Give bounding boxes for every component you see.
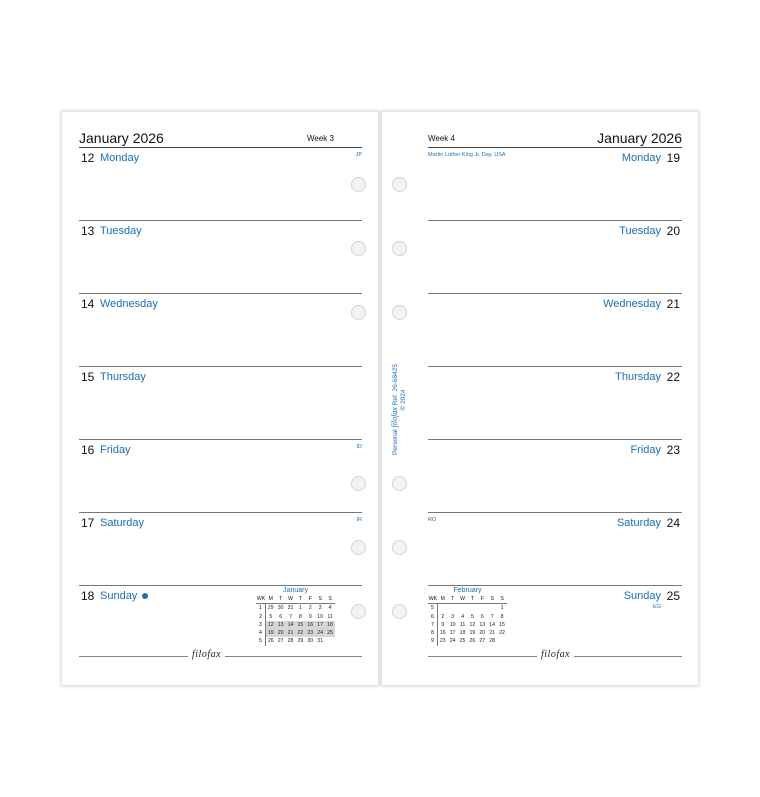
mini-calendar-grid	[428, 595, 507, 646]
day-row-saturday[interactable]	[79, 513, 362, 586]
holiday-code: JP	[355, 152, 362, 158]
cal-day: 2	[441, 613, 445, 620]
day-row-monday[interactable]	[428, 148, 682, 221]
mini-calendar-title: February	[453, 587, 482, 594]
day-number: 25	[666, 589, 680, 603]
cal-day: 30	[277, 605, 284, 612]
cal-week-number: 7	[428, 621, 438, 629]
cal-day: 4	[461, 613, 464, 620]
cal-day: 9	[308, 613, 312, 620]
day-row-sunday[interactable]	[79, 586, 362, 652]
cal-day: 3	[451, 613, 455, 620]
cal-day: 4	[328, 605, 332, 612]
cal-header: W	[458, 595, 468, 604]
day-number: 24	[666, 516, 680, 530]
imprint-line-1	[390, 345, 399, 455]
cal-day: 9	[441, 621, 445, 628]
cal-day: 31	[287, 605, 294, 612]
cal-day: 28	[489, 638, 496, 645]
cal-day: 30	[307, 638, 314, 645]
cal-day	[438, 604, 448, 612]
cal-day	[477, 604, 487, 612]
right-month-title: January 2026	[597, 130, 682, 146]
cal-header: WK	[428, 595, 438, 604]
cal-day: 31	[317, 638, 324, 645]
cal-header: F	[305, 595, 315, 604]
cal-day-highlighted: 25	[325, 629, 335, 637]
cal-header: W	[286, 595, 296, 604]
cal-day: 3	[318, 605, 322, 612]
cal-day: 16	[439, 630, 446, 637]
day-number: 19	[666, 151, 680, 165]
cal-header: S	[487, 595, 497, 604]
left-page	[61, 111, 379, 686]
cal-day: 29	[267, 605, 274, 612]
cal-day: 19	[469, 630, 476, 637]
right-page	[381, 111, 699, 686]
day-row-thursday[interactable]	[428, 367, 682, 440]
cal-day: 27	[479, 638, 486, 645]
punch-hole-icon	[392, 305, 407, 320]
cal-day: 14	[489, 621, 496, 628]
cal-day: 26	[267, 638, 274, 645]
cal-week-number: 4	[256, 629, 266, 637]
cal-day: 11	[327, 613, 333, 620]
cal-week-number: 2	[256, 613, 266, 621]
punch-hole-icon	[392, 540, 407, 555]
cal-day: 27	[277, 638, 284, 645]
imprint-brand: filofax	[390, 407, 399, 428]
cal-day	[325, 637, 335, 645]
day-row-tuesday[interactable]	[428, 221, 682, 294]
day-row-monday[interactable]	[79, 148, 362, 221]
cal-week-number: 9	[428, 637, 438, 645]
day-row-wednesday[interactable]	[428, 294, 682, 367]
left-week-label: Week 3	[307, 134, 334, 143]
cal-day: 8	[500, 613, 504, 620]
cal-day	[497, 637, 507, 645]
cal-day-highlighted: 17	[315, 621, 325, 629]
day-number: 13	[81, 224, 95, 238]
cal-header: S	[497, 595, 507, 604]
cal-day: 7	[490, 613, 494, 620]
holiday-code: IR	[356, 517, 362, 523]
day-number: 17	[81, 516, 95, 530]
day-name: Sunday	[100, 590, 148, 602]
mini-calendar-january	[256, 586, 335, 646]
new-moon-icon	[142, 593, 148, 599]
day-number: 15	[81, 370, 95, 384]
punch-hole-icon	[351, 241, 366, 256]
day-name: Thursday	[615, 371, 661, 383]
cal-day: 26	[469, 638, 476, 645]
cal-day-highlighted: 23	[305, 629, 315, 637]
day-name: Tuesday	[100, 225, 142, 237]
punch-hole-icon	[392, 476, 407, 491]
day-row-tuesday[interactable]	[79, 221, 362, 294]
day-number: 23	[666, 443, 680, 457]
punch-hole-icon	[351, 540, 366, 555]
holiday-note: Martin Luther King Jr. Day, USA	[428, 152, 506, 158]
cal-week-number: 5	[256, 637, 266, 645]
mini-calendar-february	[428, 586, 507, 646]
punch-hole-icon	[351, 476, 366, 491]
punch-hole-icon	[351, 604, 366, 619]
day-number: 14	[81, 297, 95, 311]
cal-day: 11	[459, 621, 466, 628]
filofax-logo: filofax	[188, 649, 225, 660]
cal-day: 6	[279, 613, 283, 620]
cal-day: 10	[449, 621, 456, 628]
cal-day: 17	[449, 630, 456, 637]
cal-header: T	[468, 595, 478, 604]
day-number: 20	[666, 224, 680, 238]
cal-day: 24	[449, 638, 456, 645]
filofax-logo: filofax	[537, 649, 574, 660]
day-name: Sunday	[623, 590, 661, 602]
punch-hole-icon	[392, 241, 407, 256]
cal-header: WK	[256, 595, 266, 604]
cal-header: S	[315, 595, 325, 604]
cal-day: 22	[499, 630, 505, 637]
imprint-ref: Ref. 26-68425	[392, 364, 399, 406]
punch-hole-icon	[351, 177, 366, 192]
day-row-thursday[interactable]	[79, 367, 362, 440]
cal-day: 8	[298, 613, 302, 620]
day-row-saturday[interactable]	[428, 513, 682, 586]
day-name: Friday	[100, 444, 131, 456]
cal-header: S	[325, 595, 335, 604]
day-number: 22	[666, 370, 680, 384]
cal-day-highlighted: 16	[305, 621, 315, 629]
day-name: Wednesday	[100, 298, 158, 310]
cal-day: 12	[469, 621, 476, 628]
cal-day: 1	[500, 605, 504, 612]
cal-day-highlighted: 13	[276, 621, 286, 629]
imprint-size: Personal	[392, 429, 399, 455]
cal-week-number: 1	[256, 604, 266, 612]
day-name: Saturday	[100, 517, 145, 529]
cal-day: 1	[298, 605, 302, 612]
cal-week-number: 6	[428, 613, 438, 621]
cal-week-number: 5	[428, 604, 438, 612]
cal-day: 21	[489, 630, 496, 637]
cal-day	[448, 604, 458, 612]
cal-day-highlighted: 14	[286, 621, 296, 629]
cal-header: T	[296, 595, 306, 604]
day-row-sunday[interactable]	[428, 586, 682, 652]
cal-day: 13	[479, 621, 486, 628]
mini-calendar-grid	[256, 595, 335, 646]
day-number: 21	[666, 297, 680, 311]
day-name: Tuesday	[619, 225, 661, 237]
punch-hole-icon	[351, 305, 366, 320]
cal-day-highlighted: 18	[325, 621, 335, 629]
cal-day: 5	[470, 613, 474, 620]
cal-header: F	[477, 595, 487, 604]
punch-hole-icon	[392, 604, 407, 619]
day-name: Wednesday	[603, 298, 661, 310]
cal-day-highlighted: 12	[266, 621, 276, 629]
day-row-wednesday[interactable]	[79, 294, 362, 367]
cal-day: 23	[439, 638, 446, 645]
cal-day-highlighted: 22	[296, 629, 306, 637]
cal-day: 6	[480, 613, 484, 620]
mini-calendar-title: January	[283, 587, 308, 594]
punch-hole-icon	[392, 177, 407, 192]
day-name: Thursday	[100, 371, 146, 383]
day-number: 12	[81, 151, 95, 165]
imprint-copyright: © 2024	[400, 389, 407, 411]
cal-day: 5	[269, 613, 273, 620]
cal-week-number: 3	[256, 621, 266, 629]
holiday-note: RO	[428, 517, 437, 523]
cal-week-number: 8	[428, 629, 438, 637]
cal-day: 10	[317, 613, 324, 620]
cal-day: 28	[287, 638, 294, 645]
cal-day: 15	[499, 621, 505, 628]
day-name: Friday	[630, 444, 661, 456]
day-name: Saturday	[616, 517, 661, 529]
day-row-friday[interactable]	[79, 440, 362, 513]
day-row-friday[interactable]	[428, 440, 682, 513]
holiday-code: EG	[653, 604, 661, 610]
holiday-code: ID	[356, 444, 362, 450]
cal-day-highlighted: 15	[296, 621, 306, 629]
cal-header: T	[448, 595, 458, 604]
cal-day: 29	[297, 638, 304, 645]
cal-header: M	[266, 595, 276, 604]
cal-day: 20	[479, 630, 486, 637]
cal-header: T	[276, 595, 286, 604]
day-name: Monday	[621, 152, 661, 164]
product-imprint	[390, 345, 412, 455]
day-number: 16	[81, 443, 95, 457]
cal-day-highlighted: 24	[315, 629, 325, 637]
cal-day-highlighted: 19	[266, 629, 276, 637]
cal-day: 2	[308, 605, 312, 612]
cal-day-highlighted: 20	[276, 629, 286, 637]
cal-day	[458, 604, 468, 612]
cal-day: 25	[459, 638, 466, 645]
cal-day-highlighted: 21	[286, 629, 296, 637]
left-month-title: January 2026	[79, 130, 164, 146]
cal-day: 7	[289, 613, 292, 620]
day-name: Monday	[100, 152, 140, 164]
right-week-label: Week 4	[428, 134, 455, 143]
cal-day	[468, 604, 478, 612]
cal-day	[487, 604, 497, 612]
cal-header: M	[438, 595, 448, 604]
day-number: 18	[81, 589, 95, 603]
cal-day: 18	[459, 630, 466, 637]
